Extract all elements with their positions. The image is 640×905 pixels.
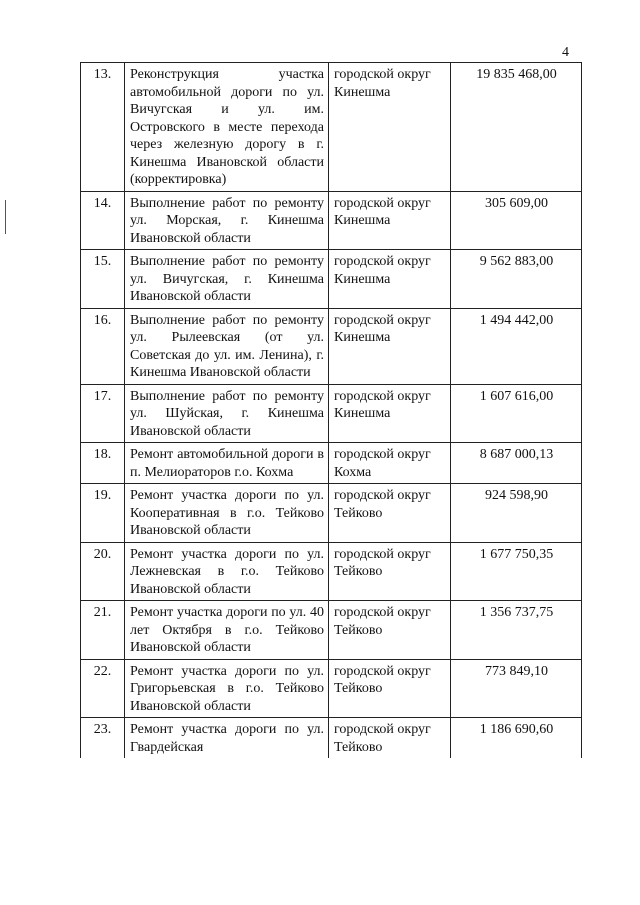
row-municipality: городской округ Кохма bbox=[329, 443, 451, 484]
row-municipality: городской округ Кинешма bbox=[329, 384, 451, 443]
row-municipality: городской округ Тейково bbox=[329, 601, 451, 660]
row-number: 19. bbox=[81, 484, 125, 543]
table-row bbox=[81, 191, 582, 250]
row-description: Реконструкция участка автомобильной дороги по ул. Вичугская и ул. им. Островского в месте перехода через железную дорогу в г. Кинешма Ивановской области (корректировка) bbox=[125, 63, 329, 192]
row-number: 17. bbox=[81, 384, 125, 443]
row-description: Ремонт участка дороги по ул. Кооперативная в г.о. Тейково Ивановской области bbox=[125, 484, 329, 543]
row-amount: 305 609,00 bbox=[451, 191, 582, 250]
table-row bbox=[81, 484, 582, 543]
row-number: 13. bbox=[81, 63, 125, 192]
row-municipality: городской округ Кинешма bbox=[329, 191, 451, 250]
row-amount: 1 677 750,35 bbox=[451, 542, 582, 601]
row-description: Выполнение работ по ремонту ул. Морская, г. Кинешма Ивановской области bbox=[125, 191, 329, 250]
table-row bbox=[81, 63, 582, 192]
row-number: 18. bbox=[81, 443, 125, 484]
row-description: Выполнение работ по ремонту ул. Шуйская, г. Кинешма Ивановской области bbox=[125, 384, 329, 443]
funding-table bbox=[80, 62, 582, 758]
row-description: Ремонт участка дороги по ул. Григорьевская в г.о. Тейково Ивановской области bbox=[125, 659, 329, 718]
row-number: 14. bbox=[81, 191, 125, 250]
margin-mark bbox=[5, 200, 6, 234]
row-description: Ремонт участка дороги по ул. Гвардейская bbox=[125, 718, 329, 759]
row-number: 22. bbox=[81, 659, 125, 718]
row-description: Ремонт автомобильной дороги в п. Мелиораторов г.о. Кохма bbox=[125, 443, 329, 484]
row-description: Ремонт участка дороги по ул. Лежневская в г.о. Тейково Ивановской области bbox=[125, 542, 329, 601]
table-row bbox=[81, 384, 582, 443]
row-municipality: городской округ Тейково bbox=[329, 718, 451, 759]
row-number: 15. bbox=[81, 250, 125, 309]
row-number: 23. bbox=[81, 718, 125, 759]
table-body bbox=[81, 63, 582, 759]
row-amount: 1 607 616,00 bbox=[451, 384, 582, 443]
row-amount: 19 835 468,00 bbox=[451, 63, 582, 192]
row-number: 16. bbox=[81, 308, 125, 384]
row-number: 20. bbox=[81, 542, 125, 601]
row-amount: 924 598,90 bbox=[451, 484, 582, 543]
row-description: Выполнение работ по ремонту ул. Вичугская, г. Кинешма Ивановской области bbox=[125, 250, 329, 309]
table-row bbox=[81, 250, 582, 309]
table-row bbox=[81, 308, 582, 384]
row-number: 21. bbox=[81, 601, 125, 660]
row-municipality: городской округ Тейково bbox=[329, 659, 451, 718]
page-number: 4 bbox=[562, 45, 569, 60]
row-municipality: городской округ Кинешма bbox=[329, 250, 451, 309]
table-row bbox=[81, 542, 582, 601]
row-amount: 1 494 442,00 bbox=[451, 308, 582, 384]
table-row bbox=[81, 659, 582, 718]
row-amount: 1 186 690,60 bbox=[451, 718, 582, 759]
table-row bbox=[81, 443, 582, 484]
row-description: Ремонт участка дороги по ул. 40 лет Октября в г.о. Тейково Ивановской области bbox=[125, 601, 329, 660]
row-amount: 773 849,10 bbox=[451, 659, 582, 718]
row-amount: 1 356 737,75 bbox=[451, 601, 582, 660]
row-amount: 8 687 000,13 bbox=[451, 443, 582, 484]
table-row bbox=[81, 718, 582, 759]
row-municipality: городской округ Тейково bbox=[329, 542, 451, 601]
table-row bbox=[81, 601, 582, 660]
row-municipality: городской округ Тейково bbox=[329, 484, 451, 543]
row-municipality: городской округ Кинешма bbox=[329, 308, 451, 384]
row-municipality: городской округ Кинешма bbox=[329, 63, 451, 192]
row-description: Выполнение работ по ремонту ул. Рылеевская (от ул. Советская до ул. им. Ленина), г. Кинешма Ивановской области bbox=[125, 308, 329, 384]
row-amount: 9 562 883,00 bbox=[451, 250, 582, 309]
